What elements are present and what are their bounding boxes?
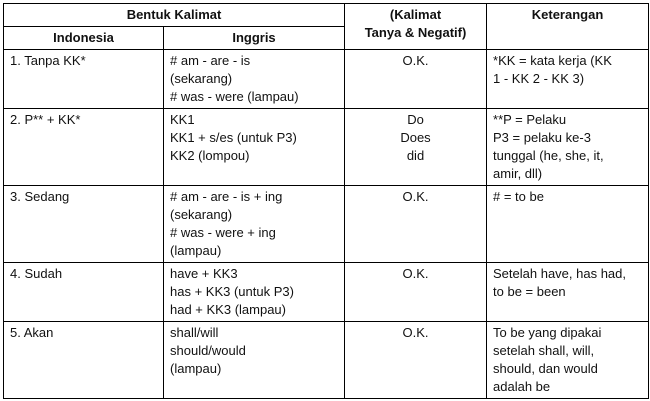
cell-tanya-negatif: Do Does did: [345, 109, 487, 186]
cell-inggris: shall/will should/would (lampau): [164, 322, 345, 399]
cell-indonesia: 3. Sedang: [4, 186, 164, 263]
header-keterangan: Keterangan: [487, 4, 649, 50]
header-inggris: Inggris: [164, 27, 345, 50]
cell-tanya-negatif: O.K.: [345, 322, 487, 399]
table-row: [4, 263, 649, 322]
cell-tanya-negatif: O.K.: [345, 263, 487, 322]
cell-indonesia: 1. Tanpa KK*: [4, 50, 164, 109]
table-row: [4, 50, 649, 109]
cell-inggris: KK1 KK1 + s/es (untuk P3) KK2 (lompou): [164, 109, 345, 186]
cell-indonesia: 4. Sudah: [4, 263, 164, 322]
table-row: [4, 109, 649, 186]
cell-keterangan: Setelah have, has had, to be = been: [487, 263, 649, 322]
cell-inggris: # am - are - is + ing (sekarang) # was - were + ing (lampau): [164, 186, 345, 263]
cell-keterangan: **P = Pelaku P3 = pelaku ke-3 tunggal (he, she, it, amir, dll): [487, 109, 649, 186]
cell-tanya-negatif: O.K.: [345, 50, 487, 109]
cell-keterangan: # = to be: [487, 186, 649, 263]
cell-inggris: have + KK3 has + KK3 (untuk P3) had + KK3 (lampau): [164, 263, 345, 322]
table-row: [4, 186, 649, 263]
header-kalimat-tanya-negatif: (Kalimat Tanya & Negatif): [345, 4, 487, 50]
cell-keterangan: To be yang dipakai setelah shall, will, should, dan would adalah be: [487, 322, 649, 399]
header-indonesia: Indonesia: [4, 27, 164, 50]
cell-keterangan: *KK = kata kerja (KK 1 - KK 2 - KK 3): [487, 50, 649, 109]
cell-indonesia: 5. Akan: [4, 322, 164, 399]
grammar-table: [3, 3, 649, 399]
cell-tanya-negatif: O.K.: [345, 186, 487, 263]
table-row: [4, 322, 649, 399]
header-bentuk-kalimat: Bentuk Kalimat: [4, 4, 345, 27]
cell-inggris: # am - are - is (sekarang) # was - were (lampau): [164, 50, 345, 109]
cell-indonesia: 2. P** + KK*: [4, 109, 164, 186]
